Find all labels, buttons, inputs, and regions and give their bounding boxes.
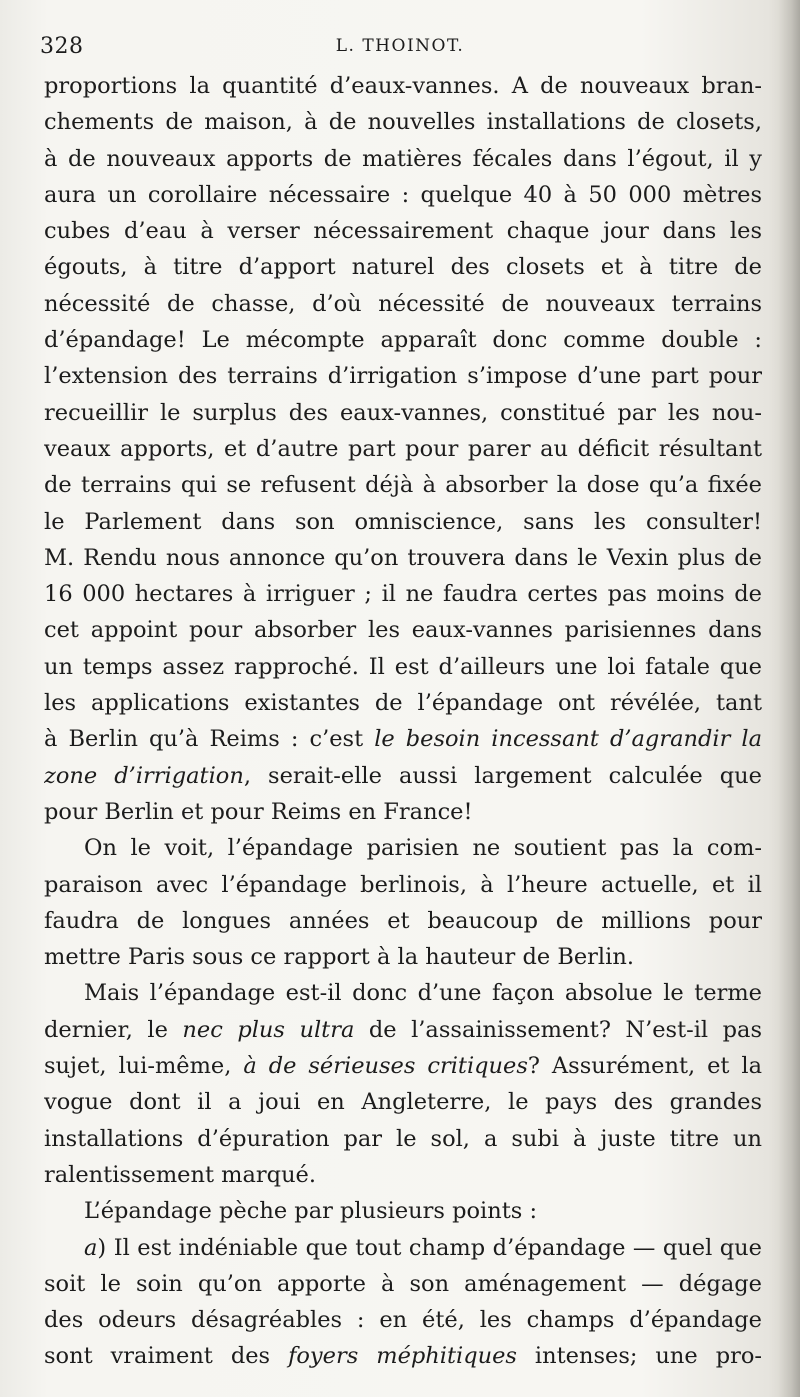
text-run: , serait-elle aussi largement calculée que: [243, 762, 762, 789]
page-number: 328: [40, 34, 84, 59]
text-run: intenses; une pro-: [516, 1343, 762, 1370]
text-line: chements de maison, à de nouvelles installations de closets,: [44, 109, 762, 136]
text-line: paraison avec l’épandage berlinois, à l’heure actuelle, et il: [44, 871, 762, 898]
paragraph-first-line: On le voit, l’épandage parisien ne soutient pas la com-: [84, 835, 762, 862]
text-line: soit le soin qu’on apporte à son aménagement — dégage: [44, 1270, 762, 1297]
text-line: recueillir le surplus des eaux-vannes, constitué par les nou-: [44, 399, 762, 426]
text-line: ralentissement marqué.: [44, 1161, 317, 1188]
text-line: M. Rendu nous annonce qu’on trouvera dans le Vexin plus de: [44, 544, 762, 571]
text-line: de terrains qui se refusent déjà à absorber la dose qu’a fixée: [44, 472, 762, 499]
text-run: sont vraiment des: [44, 1343, 289, 1370]
text-line: les applications existantes de l’épandage ont révélée, tant: [44, 690, 762, 717]
text-line: pour Berlin et pour Reims en France!: [44, 798, 473, 825]
italic-run: à de sérieuses critiques: [243, 1053, 528, 1080]
text-line: des odeurs désagréables : en été, les champs d’épandage: [44, 1307, 762, 1334]
item-label: a: [84, 1234, 98, 1261]
text-line: [44, 1338, 762, 1374]
text-line: d’épandage! Le mécompte apparaît donc comme double :: [44, 327, 762, 354]
paragraph-first-line: L’épandage pèche par plusieurs points :: [84, 1198, 538, 1225]
text-line: le Parlement dans son omniscience, sans les consulter!: [44, 508, 762, 535]
text-line: vogue dont il a joui en Angleterre, le pays des grandes: [44, 1089, 762, 1116]
text-run: à Berlin qu’à Reims : c’est: [44, 726, 375, 753]
text-line: [44, 1048, 762, 1084]
italic-run: nec plus ultra: [182, 1016, 355, 1043]
body-text: [44, 68, 762, 1375]
page-header: [40, 30, 760, 64]
text-line: l’extension des terrains d’irrigation s’impose d’une part pour: [44, 363, 762, 390]
text-line: cet appoint pour absorber les eaux-vannes parisiennes dans: [44, 617, 762, 644]
text-line: aura un corollaire nécessaire : quelque 40 à 50 000 mètres: [44, 181, 762, 208]
running-head: L. THOINOT.: [335, 36, 465, 56]
text-line: 16 000 hectares à irriguer ; il ne faudra certes pas moins de: [44, 581, 762, 608]
text-line: installations d’épuration par le sol, a subi à juste titre un: [44, 1125, 762, 1152]
text-run: ) Il est indéniable que tout champ d’épandage — quel que: [97, 1234, 762, 1261]
text-line: veaux apports, et d’autre part pour parer au déficit résultant: [44, 435, 762, 462]
text-line: nécessité de chasse, d’où nécessité de nouveaux terrains: [44, 290, 762, 317]
list-item-a-first-line: [44, 1230, 762, 1266]
text-line: cubes d’eau à verser nécessairement chaque jour dans les: [44, 218, 762, 245]
text-line: mettre Paris sous ce rapport à la hauteur de Berlin.: [44, 944, 634, 971]
text-line: [44, 721, 762, 757]
italic-run: foyers méphitiques: [288, 1343, 517, 1370]
text-run: dernier, le: [44, 1016, 183, 1043]
italic-run: zone d’irrigation: [44, 762, 244, 789]
text-run: de l’assainissement? N’est-il pas: [354, 1016, 762, 1043]
text-run: sujet, lui-même,: [44, 1053, 244, 1080]
text-line: faudra de longues années et beaucoup de millions pour: [44, 907, 762, 934]
text-line: égouts, à titre d’apport naturel des closets et à titre de: [44, 254, 762, 281]
text-line: proportions la quantité d’eaux-vannes. A de nouveaux bran-: [44, 73, 762, 99]
text-run: ? Assurément, et la: [527, 1053, 762, 1080]
text-line: [44, 1012, 762, 1048]
text-line: [44, 758, 762, 794]
italic-run: le besoin incessant d’agrandir la: [374, 726, 762, 753]
page-gutter-shadow: [778, 0, 800, 1397]
text-line: à de nouveaux apports de matières fécales dans l’égout, il y: [44, 145, 762, 172]
paragraph-first-line: Mais l’épandage est-il donc d’une façon absolue le terme: [84, 980, 762, 1007]
text-line: un temps assez rapproché. Il est d’ailleurs une loi fatale que: [44, 653, 762, 680]
